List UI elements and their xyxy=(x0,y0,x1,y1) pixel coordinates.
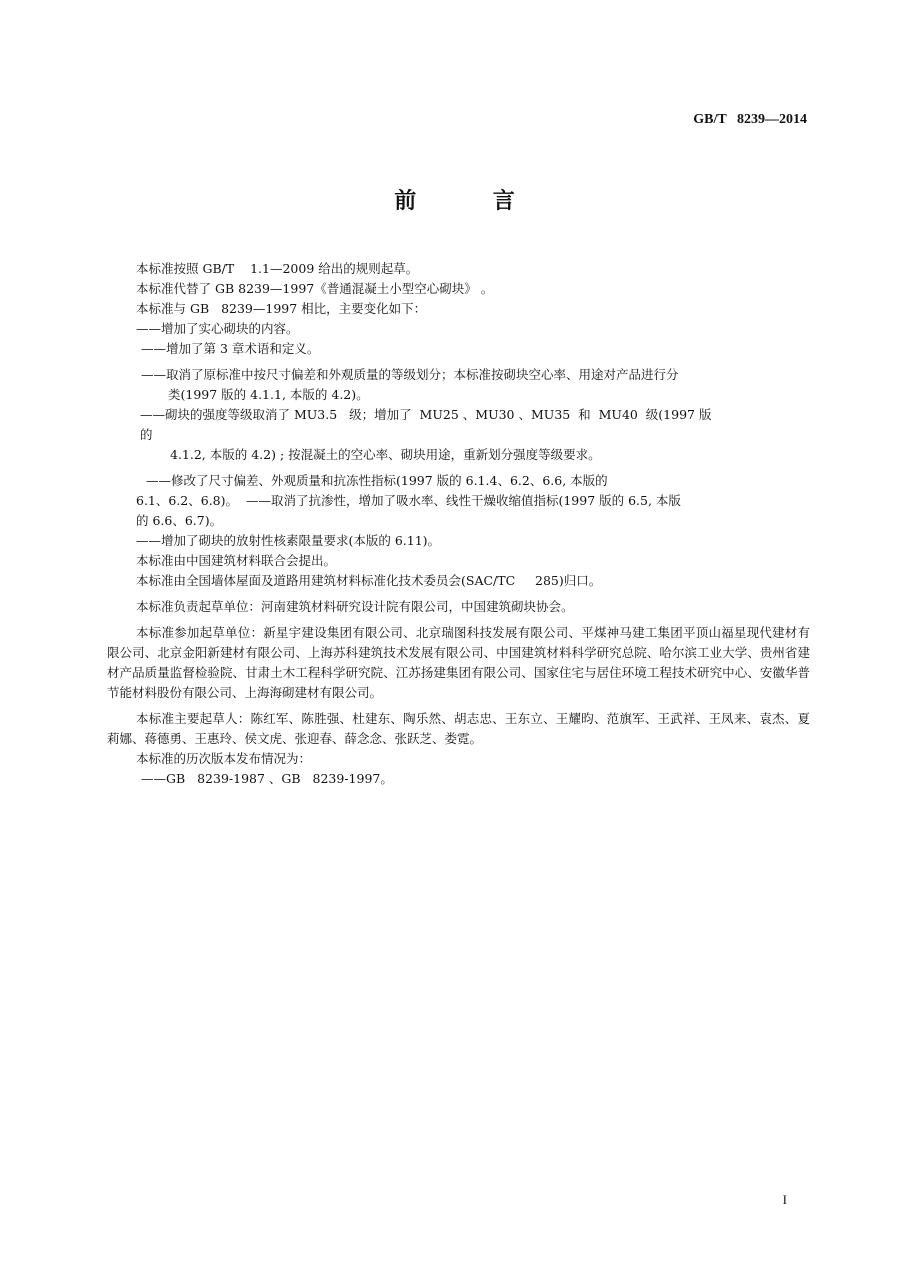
page-title: 前 言 xyxy=(394,189,515,214)
paragraph-changes-intro: 本标准与 GB 8239—1997 相比，主要变化如下： xyxy=(136,301,427,316)
page-number: I xyxy=(782,1192,787,1207)
change-item-grade-removal-cont: 类(1997 版的 4.1.1, 本版的 4.2)。 xyxy=(168,387,369,402)
paragraph-proposed-by: 本标准由中国建筑材料联合会提出。 xyxy=(136,553,337,568)
paragraph-responsible-drafters: 本标准负责起草单位：河南建筑材料研究设计院有限公司，中国建筑砌块协会。 xyxy=(136,599,574,614)
change-item-dimension-cont2: 的 6.6、6.7)。 xyxy=(136,513,223,528)
change-item-radionuclide: ——增加了砌块的放射性核素限量要求(本版的 6.11)。 xyxy=(136,533,441,548)
change-item-solid-blocks: ——增加了实心砌块的内容。 xyxy=(136,321,299,336)
change-item-dimension: ——修改了尺寸偏差、外观质量和抗冻性指标(1997 版的 6.1.4、6.2、6.6, 本版的 xyxy=(146,473,608,488)
change-item-dimension-cont: 6.1、6.2、6.8)。 ——取消了抗渗性，增加了吸水率、线性干燥收缩值指标(1997 版的 6.5, 本版 xyxy=(136,493,681,508)
change-item-strength-grade: ——砌块的强度等级取消了 MU3.5 级；增加了 MU25 、MU30 、MU35 和 MU40 级(1997 版 xyxy=(140,407,712,422)
change-item-terms: ——增加了第 3 章术语和定义。 xyxy=(141,341,320,356)
change-item-grade-removal: ——取消了原标准中按尺寸偏差和外观质量的等级划分；本标准按砌块空心率、用途对产品进行分 xyxy=(141,367,679,382)
change-item-strength-grade-cont2: 4.1.2, 本版的 4.2) ; 按混凝土的空心率、砌块用途，重新划分强度等级要求。 xyxy=(170,447,601,462)
document-body xyxy=(107,259,810,789)
history-item: ——GB 8239-1987 、GB 8239-1997。 xyxy=(141,771,393,786)
paragraph-under-jurisdiction: 本标准由全国墙体屋面及道路用建筑材料标准化技术委员会(SAC/TC 285)归口。 xyxy=(136,573,602,588)
change-item-strength-grade-cont: 的 xyxy=(140,427,153,442)
paragraph-main-drafters: 本标准主要起草人：陈红军、陈胜强、杜建东、陶乐然、胡志忠、王东立、王耀昀、范旗军、王武祥、王凤来、袁杰、夏莉娜、蒋德勇、王惠玲、侯文虎、张迎春、薛念念、张跃芝、娄霓。 xyxy=(107,711,810,746)
paragraph-participating-drafters: 本标准参加起草单位：新星宇建设集团有限公司、北京瑞图科技发展有限公司、平煤神马建工集团平顶山福星现代建材有限公司、北京金阳新建材有限公司、上海苏科建筑技术发展有限公司、中国建筑材料科学研究总院、哈尔滨工业大学、贵州省建材产品质量监督检验院、甘肃土木工程科学研究院、江苏扬建集团有限公司、国家住宅与居住环境工程技术研究中心、安徽华普节能材料股份有限公司、上海海砌建材有限公司。 xyxy=(107,625,810,700)
paragraph-history-intro: 本标准的历次版本发布情况为： xyxy=(136,751,312,766)
standard-code: GB/T 8239—2014 xyxy=(693,112,807,127)
paragraph-replaces: 本标准代替了 GB 8239—1997《普通混凝土小型空心砌块》 。 xyxy=(136,281,494,296)
paragraph-drafting-rules: 本标准按照 GB/T 1.1—2009 给出的规则起草。 xyxy=(136,261,419,276)
